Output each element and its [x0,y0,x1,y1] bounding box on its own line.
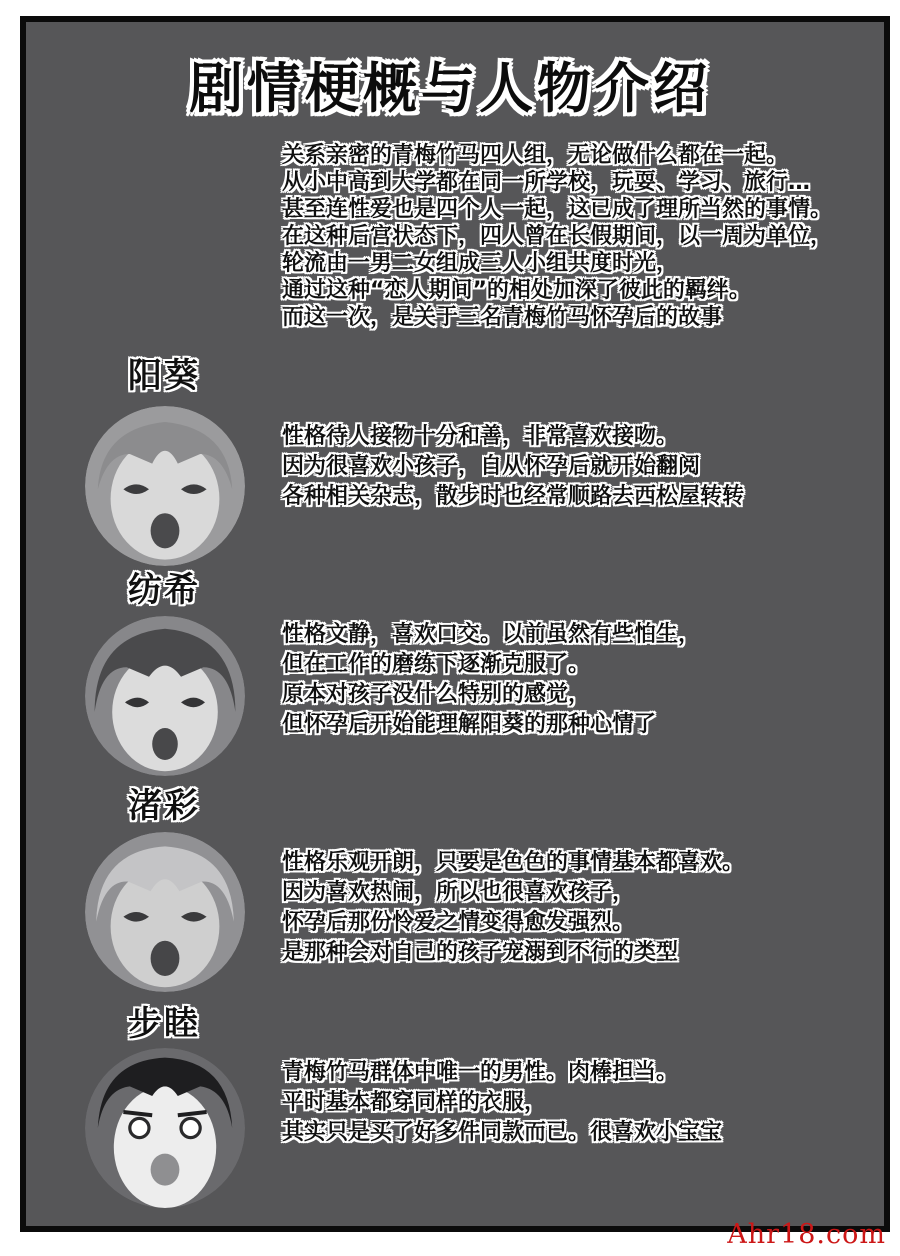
character-portrait [85,1048,245,1208]
character-description-line: 原本对孩子没什么特别的感觉， [282,682,591,707]
face-illustration-icon [85,406,245,566]
character-description [282,1058,722,1148]
plot-summary-line: 通过这种“恋人期间”的相处加深了彼此的羁绊。 [282,278,751,303]
character-portrait [85,832,245,992]
plot-summary-line: 关系亲密的青梅竹马四人组，无论做什么都在一起。 [282,143,789,168]
character-description-line: 平时基本都穿同样的衣服， [282,1090,547,1115]
plot-summary [282,142,832,331]
character-description-line: 性格乐观开朗，只要是色色的事情基本都喜欢。 [282,850,745,875]
plot-summary-line: 甚至连性爱也是四个人一起，这已成了理所当然的事情。 [282,197,833,222]
character-portrait [85,406,245,566]
character-description-line: 因为喜欢热闹，所以也很喜欢孩子， [282,880,635,905]
character-name: 步睦 [128,1004,200,1044]
face-illustration-icon [85,832,245,992]
site-watermark: Ahr18.com [727,1219,886,1250]
character-name: 纺希 [128,570,200,610]
character-description-line: 但在工作的磨练下逐渐克服了。 [282,652,591,677]
character-description [282,620,700,740]
character-description-line: 其实只是买了好多件同款而已。很喜欢小宝宝 [282,1120,723,1145]
character-description-line: 因为很喜欢小孩子，自从怀孕后就开始翻阅 [282,454,701,479]
character-name: 渚彩 [128,786,200,826]
page-title: 剧情梗概与人物介绍 [189,57,711,120]
character-description-line: 性格文静，喜欢口交。以前虽然有些怕生， [282,622,701,647]
character-portrait [85,616,245,776]
plot-summary-line: 在这种后宫状态下，四人曾在长假期间，以一周为单位， [282,224,833,249]
character-description-line: 怀孕后那份怜爱之情变得愈发强烈。 [282,910,635,935]
plot-summary-line: 而这一次，是关于三名青梅竹马怀孕后的故事 [282,305,723,330]
character-name: 阳葵 [128,356,200,396]
character-description [282,848,744,968]
plot-summary-line: 轮流由一男二女组成三人小组共度时光， [282,251,679,276]
plot-summary-line: 从小中高到大学都在同一所学校，玩耍、学习、旅行… [282,170,811,195]
face-illustration-icon [85,1048,245,1208]
character-description-line: 但怀孕后开始能理解阳葵的那种心情了 [282,712,657,737]
character-description-line: 是那种会对自己的孩子宠溺到不行的类型 [282,940,679,965]
character-description [282,422,744,512]
face-illustration-icon [85,616,245,776]
character-description-line: 各种相关杂志，散步时也经常顺路去西松屋转转 [282,484,745,509]
character-description-line: 性格待人接物十分和善，非常喜欢接吻。 [282,424,679,449]
character-description-line: 青梅竹马群体中唯一的男性。肉棒担当。 [282,1060,679,1085]
